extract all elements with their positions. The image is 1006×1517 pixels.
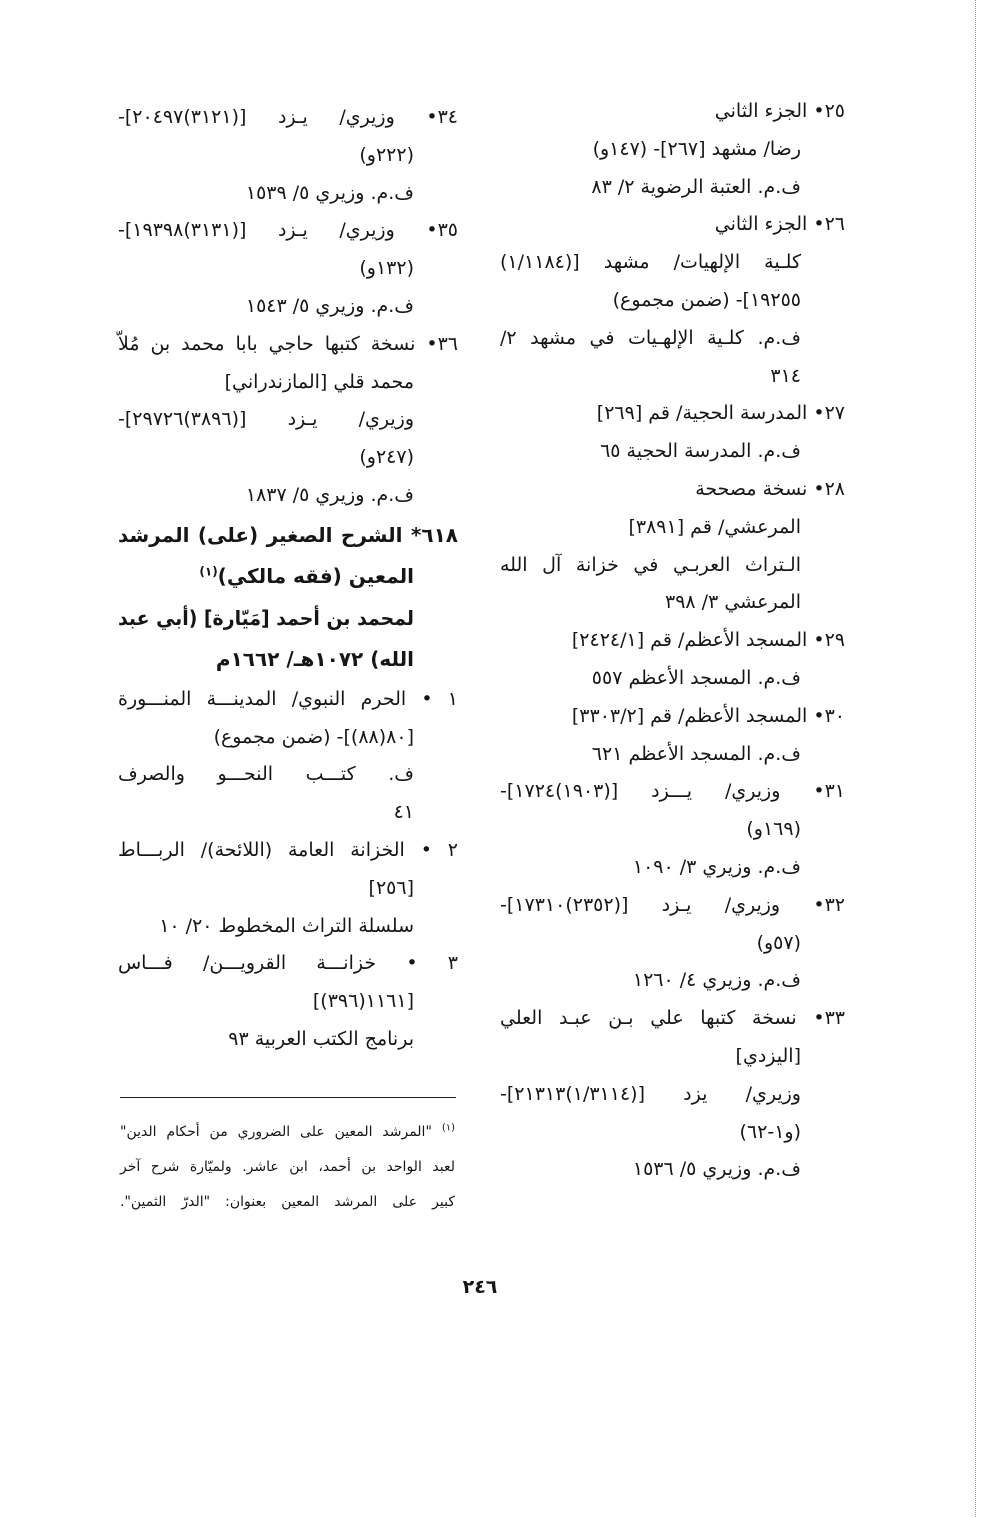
entry-heading (118, 326, 458, 364)
copy-number: ٣ • (406, 952, 458, 975)
entry-title: الجزء الثاني (714, 213, 808, 236)
work-author-line: لمحمد بن أحمد [مَيّارة] (أبي عبد (118, 605, 415, 630)
entry-number: ٢٨• (813, 477, 845, 500)
work-title: الشرح الصغير (على) المرشد (118, 522, 403, 547)
work-title-line (118, 515, 458, 557)
entry-number: ٢٧• (813, 402, 845, 425)
entry-heading (500, 395, 845, 433)
entry-heading (118, 212, 458, 250)
copy-line: ف. كتـــب النحـــو والصرف (118, 763, 414, 786)
page-number: ٢٤٦ (462, 1276, 498, 1298)
entry-line: (٥٧و) (756, 931, 801, 954)
footnote-line: لعبد الواحد بن أحمد، ابن عاشر. ولميّارة شرح آخر (120, 1159, 455, 1175)
entry-line: ف.م. المدرسة الحجية ٦٥ (600, 440, 801, 463)
entry-title: وزيري/ يـــزد [(١٩٠٣)١٧٢٤]- (500, 780, 781, 803)
entry-line: ف.م. وزيري ٥/ ١٥٤٣ (245, 294, 414, 317)
entry-title: المسجد الأعظم/ قم [٣٣٠٣/٢] (571, 704, 808, 727)
scan-edge-line (975, 0, 976, 1517)
copy-title: الخزانة العامة (اللائحة)/ الربـــاط (118, 838, 405, 861)
footnote-marker: (١) (441, 1122, 455, 1134)
entry-heading (500, 1000, 845, 1038)
entry-title: المدرسة الحجية/ قم [٢٦٩] (596, 402, 808, 425)
entry-number: ٣٠• (813, 704, 845, 727)
entry-number: ٢٥• (813, 100, 845, 122)
entry-line: رضا/ مشهد [٢٦٧]- (١٤٧و) (592, 137, 801, 160)
entry-number: ٣١• (813, 780, 845, 803)
entry-heading (500, 93, 845, 131)
entry-line: ف.م. المسجد الأعظم ٥٥٧ (591, 666, 801, 689)
footnote-line: كبير على المرشد المعين بعنوان: "الدرّ الثمين". (120, 1194, 455, 1210)
copy-title: خزانـــة القرويـــن/ فـــاس (117, 952, 377, 975)
entry-line: الـتراث العربـي في خزانة آل الله (500, 553, 801, 576)
copy-line: ٤١ (393, 801, 414, 824)
footnote-reference: (١) (199, 564, 218, 579)
entry-line: ف.م. العتبة الرضوية ٢/ ٨٣ (591, 175, 801, 198)
entry-title: وزيري/ يـزد [(٣١٣١)١٩٣٩٨]- (118, 219, 395, 242)
work-title-cont: المعين (فقه مالكي) (217, 564, 414, 589)
entry-number: ٣٣• (813, 1007, 845, 1030)
copy-line: سلسلة التراث المخطوط ٢٠/ ١٠ (159, 914, 414, 937)
entry-line: المرعشي/ قم [٣٨٩١] (628, 515, 801, 538)
entry-number: ٣٢• (813, 893, 845, 916)
entry-heading (500, 773, 845, 811)
entry-number: ٢٦• (813, 213, 845, 236)
entry-line: [اليزدي] (735, 1044, 801, 1067)
entry-title: وزيري/ يـزد [(٢٣٥٢)١٧٣١٠]- (500, 893, 781, 916)
footnote-separator (120, 1097, 456, 1098)
work-author-line: الله) ١٠٧٢هـ/ ١٦٦٢م (215, 647, 414, 672)
entry-line: (و١-٦٢) (739, 1120, 801, 1143)
left-column (118, 99, 458, 1059)
entry-line: ف.م. وزيري ٥/ ١٨٣٧ (245, 483, 414, 506)
footnote-line (120, 1115, 455, 1150)
copy-heading (118, 832, 458, 870)
entry-line: ف.م. وزيري ٣/ ١٠٩٠ (632, 855, 801, 878)
copy-number: ١ • (421, 687, 458, 710)
entry-title: الجزء الثاني (714, 100, 808, 122)
entry-line: محمد قلي [المازندراني] (224, 370, 414, 393)
entry-line: ف.م. وزيري ٥/ ١٥٣٩ (245, 181, 414, 204)
entry-line: (٢٤٧و) (359, 446, 414, 469)
copy-line: [٢٥٦] (368, 876, 414, 899)
copy-title: الحرم النبوي/ المدينـــة المنـــورة (118, 687, 407, 710)
entry-line: (١٣٢و) (359, 257, 414, 280)
right-column (500, 93, 845, 1189)
entry-line: كلـية الإلهيات/ مشهد [(١/١١٨٤) (500, 251, 801, 274)
entry-title: وزيري/ يـزد [(٣١٢١)٢٠٤٩٧]- (118, 106, 395, 128)
entry-line: وزيري/ يـزد [(٣٨٩٦)٢٩٧٢٦]- (118, 408, 414, 431)
entry-heading (500, 698, 845, 736)
entry-heading (500, 622, 845, 660)
entry-heading (500, 471, 845, 509)
entry-title: المسجد الأعظم/ قم [٢٤٢٤/١] (571, 629, 808, 652)
entry-line: ف.م. المسجد الأعظم ٦٢١ (591, 742, 801, 765)
footnote (120, 1115, 455, 1220)
work-title-line (118, 556, 414, 598)
copy-line: [٨٠(٨٨)]- (ضمن مجموع) (213, 725, 414, 748)
copy-number: ٢ • (420, 838, 458, 861)
copy-heading (118, 945, 458, 983)
entry-line: ف.م. وزيري ٤/ ١٢٦٠ (632, 969, 801, 992)
entry-number: ٣٥• (426, 219, 458, 242)
entry-line: ٣١٤ (770, 364, 801, 387)
copy-line: [١١٦١(٣٩٦)] (312, 990, 414, 1013)
entry-line: المرعشي ٣/ ٣٩٨ (665, 591, 801, 614)
entry-heading (500, 887, 845, 925)
entry-line: ١٩٢٥٥]- (ضمن مجموع) (612, 288, 801, 311)
entry-line: (١٦٩و) (746, 818, 801, 841)
copy-heading (118, 681, 458, 719)
entry-title: نسخة مصححة (695, 477, 808, 500)
entry-number: ٣٤• (426, 106, 458, 128)
entry-number: ٣٦• (426, 332, 458, 355)
copy-line: برنامج الكتب العربية ٩٣ (228, 1027, 414, 1050)
work-number: ٦١٨* (410, 522, 458, 547)
entry-line: ف.م. وزيري ٥/ ١٥٣٦ (632, 1158, 801, 1181)
entry-number: ٢٩• (813, 629, 845, 652)
entry-title: نسخة كتبها علي بـن عبـد العلي (499, 1007, 797, 1030)
entry-line: ف.م. كلـية الإلهـيات في مشهد ٢/ (500, 326, 801, 349)
footnote-text: "المرشد المعين على الضروري من أحكام الدين" (120, 1124, 432, 1140)
entry-line: (٢٢٢و) (359, 143, 414, 166)
entry-line: وزيري/ يزد [(١/٣١١٤)٢١٣١٣]- (500, 1082, 801, 1105)
entry-heading (118, 99, 458, 137)
entry-title: نسخة كتبها حاجي بابا محمد بن مُلاّ (118, 332, 416, 355)
entry-heading (500, 206, 845, 244)
